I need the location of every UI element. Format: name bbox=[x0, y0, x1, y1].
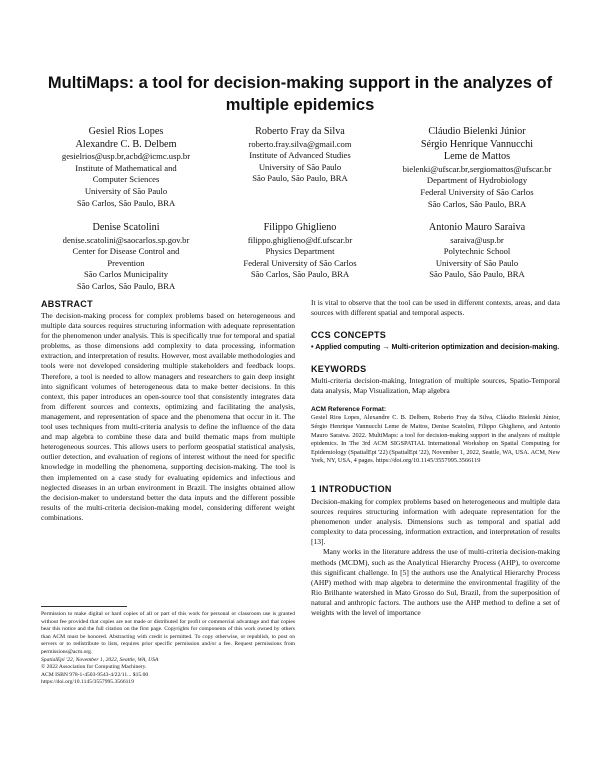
right-column bbox=[311, 298, 560, 618]
author-affil: University of São Paulo bbox=[435, 257, 519, 268]
abstract-section bbox=[41, 298, 295, 523]
venue-text: SpatialEpi '22, November 1, 2022, Seattle, WA, USA bbox=[41, 656, 159, 663]
author-block bbox=[41, 222, 211, 293]
copyright-text: © 2022 Association for Computing Machinery. bbox=[41, 664, 147, 671]
author-block bbox=[41, 126, 211, 209]
acmref-heading: ACM Reference Format: bbox=[311, 406, 387, 414]
ccs-text: • Applied computing → Multi-criterion optimization and decision-making. bbox=[311, 342, 560, 352]
author-block bbox=[215, 126, 385, 185]
author-affil: São Carlos, São Paulo, BRA bbox=[427, 198, 527, 209]
author-email: saraiva@usp.br bbox=[450, 234, 504, 245]
author-name: Alexandre C. B. Delbem bbox=[75, 138, 177, 150]
author-affil: São Paulo, São Paulo, BRA bbox=[429, 269, 525, 280]
author-block bbox=[388, 126, 566, 210]
author-name: Filippo Ghiglieno bbox=[263, 222, 337, 233]
author-name: Gesiel Rios Lopes bbox=[88, 126, 164, 137]
author-affil: University of São Paulo bbox=[84, 185, 168, 196]
author-name: Denise Scatolini bbox=[92, 222, 160, 233]
author-name: Antonio Mauro Saraiva bbox=[428, 222, 526, 233]
permission-block bbox=[41, 611, 295, 687]
author-block bbox=[215, 222, 385, 281]
author-affil: University of São Paulo bbox=[258, 161, 342, 172]
author-affil: Department of Hydrobiology bbox=[426, 175, 528, 186]
abstract-text: The decision-making process for complex problems based on heterogeneous and multiple data sources requires structuring information with adequate representation for the phenomenon under analysis. This is specifically true for temporal and spatial problems, as those dimensions add complexity to data processing, information extraction, and interpretation of results. However, most available methodologies and tools were not developed considering multiple stakeholders and feedback loops. Therefore, a tool is needed to allow managers and researchers to gain deep insight into significant volumes of heterogeneous data to make better decisions. In this context, this paper introduces an open-source tool that consistently integrates data from different sources and contexts, optimizing and facilitating the analysis, management, and representation of space and the phenomena that occur in it. The tool uses techniques from multi-criteria analysis to define the influence of the data and map algebra to combine these data and build thematic maps from multiple heterogeneous sources. This allows users to perform geospatial statistical analysis, outlier detection, and evaluation of regions of interest without the need for specific knowledge in modelling the phenomena, supporting decision-making. The tool is then implemented on a case study for evaluating epidemics and infectious and neglected diseases in an urban environment in Brazil. The insights obtained allow the decision-maker to understand better the data inputs and the different possible results of the multi-criteria decision-making model, considering different weight combinations. bbox=[41, 311, 295, 522]
author-affil: Physics Department bbox=[265, 246, 335, 257]
author-affil: São Paulo, São Paulo, BRA bbox=[252, 173, 348, 184]
author-block bbox=[388, 222, 566, 281]
author-name: Cláudio Bielenki Júnior bbox=[428, 126, 526, 137]
permission-text: Permission to make digital or hard copies of all or part of this work for personal or classroom use is granted without fee provided that copies are not made or distributed for profit or commercial advantage and that copies bear this notice and the full citation on the first page. Copyrights for components of this work owned by others than ACM must be honored. Abstracting with credit is permitted. To copy otherwise, or republish, to post on servers or to redistribute to lists, requires prior specific permission and/or a fee. Request permissions from permissions@acm.org. bbox=[41, 611, 295, 655]
author-email: roberto.fray.silva@gmail.com bbox=[248, 138, 352, 149]
author-affil: São Carlos, São Paulo, BRA bbox=[76, 280, 176, 291]
intro-continuation: It is vital to observe that the tool can be used in different contexts, areas, and data sources with different spatial and temporal aspects. bbox=[311, 298, 560, 318]
author-name: Roberto Fray da Silva bbox=[255, 126, 345, 137]
author-affil: Computer Sciences bbox=[92, 174, 160, 185]
abstract-heading: ABSTRACT bbox=[41, 299, 93, 309]
intro-paragraph-2: Many works in the literature address the use of multi-criteria decision-making methods (MCDM), such as the Analytical Hierarchy Process (AHP), to overcome this significant challenge. In [5] the authors use the Analytical Hierarchy Process (AHP) method with map algebra to determine the environmental fragility of the Rio Brilhante watershed in Mato Grosso do Sul, Brazil, from the superposition of natural and anthropic factors. The authors use the AHP method to define a set of weights with the level of importance bbox=[311, 547, 560, 617]
author-affil: Prevention bbox=[107, 257, 145, 268]
author-name: Sérgio Henrique Vannucchi bbox=[420, 138, 534, 150]
author-affil: Institute of Advanced Studies bbox=[249, 150, 351, 161]
paper-title: MultiMaps: a tool for decision-making support in the analyzes of multiple epidemics bbox=[47, 74, 553, 114]
author-affil: Center for Disease Control and bbox=[72, 246, 180, 257]
footnote-rule bbox=[41, 606, 127, 607]
isbn-text: ACM ISBN 978-1-4503-9543-4/22/11... $15.00 bbox=[41, 671, 149, 678]
doi-link[interactable]: https://doi.org/10.1145/3557995.3566119 bbox=[41, 679, 134, 686]
keywords-text: Multi-criteria decision-making, Integration of multiple sources, Spatio-Temporal data analysis, Map Visualization, Map algebra bbox=[311, 376, 560, 396]
author-affil: Federal University of São Carlos bbox=[420, 186, 534, 197]
introduction-heading: 1 INTRODUCTION bbox=[311, 483, 392, 494]
author-email: filippo.ghiglieno@df.ufscar.br bbox=[247, 234, 353, 245]
acmref-text: Gesiel Rios Lopes, Alexandre C. B. Delbem, Roberto Fray da Silva, Cláudio Bielenki Júnior, Sérgio Henrique Vannucchi Leme de Mattos, Denise Scatolini, Filippo Ghiglieno, and Antonio Mauro Saraiva. 2022. MultiMaps: a tool for decision-making support in the analyzes of multiple epidemics. In The 3rd ACM SIGSPATIAL International Workshop on Spatial Computing for Epidemiology (SpatialEpi '22) (SpatialEpi '22), November 1, 2022, Seattle, WA, USA. ACM, New York, NY, USA, 4 pages. https://doi.org/10.1145/3557995.3566119 bbox=[311, 414, 560, 465]
author-affil: Polytechnic School bbox=[443, 246, 511, 257]
intro-paragraph-1: Decision-making for complex problems based on heterogeneous and multiple data sources requires structuring information with adequate representation for the phenomenon under analysis. Dimensions such as temporal and spatial add complexity to data processing, information extraction, and interpretation of results [13]. bbox=[311, 496, 560, 547]
author-name: Leme de Mattos bbox=[443, 151, 511, 163]
ccs-heading: CCS CONCEPTS bbox=[311, 330, 387, 341]
author-affil: Federal University of São Carlos bbox=[243, 257, 357, 268]
keywords-heading: KEYWORDS bbox=[311, 364, 367, 375]
author-affil: Institute of Mathematical and bbox=[75, 162, 177, 173]
author-affil: São Carlos, São Paulo, BRA bbox=[76, 197, 176, 208]
author-email: denise.scatolini@saocarlos.sp.gov.br bbox=[62, 234, 190, 245]
author-affil: São Carlos Municipality bbox=[83, 269, 169, 280]
author-email: bielenki@ufscar.br,sergiomattos@ufscar.br bbox=[402, 163, 552, 174]
author-email: gesielrios@usp.br,acbd@icmc.usp.br bbox=[61, 151, 191, 162]
author-affil: São Carlos, São Paulo, BRA bbox=[250, 269, 350, 280]
